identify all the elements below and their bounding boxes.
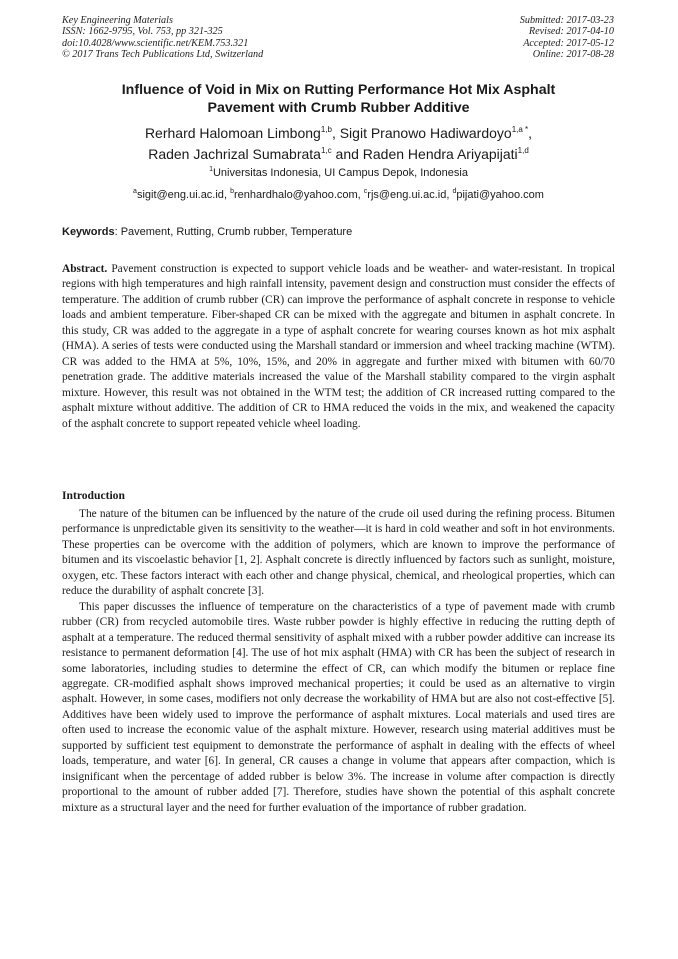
author-name: Raden Jachrizal Sumabrata	[148, 146, 321, 162]
section-heading-introduction: Introduction	[62, 489, 125, 502]
email-link[interactable]: sigit@eng.ui.ac.id	[136, 189, 224, 201]
date-online: Online: 2017-08-28	[532, 48, 614, 60]
author-separator: ,	[528, 125, 533, 141]
email-marker: d	[452, 188, 457, 195]
email-link[interactable]: rjs@eng.ui.ac.id	[367, 189, 447, 201]
journal-issn: ISSN: 1662-9795, Vol. 753, pp 321-325	[62, 26, 223, 38]
author-affil-marker: 1,b	[320, 125, 332, 134]
paragraph: This paper discusses the influence of temperature on the characteristics of a type of pavement made with crumb rubber (CR) from recycled automobile tires. Waste rubber powder is highly effective in reducing the rutting depth of asphalt at a temperature. The reduced thermal sensitivity of asphalt mixed with a rubber powder additive can increase its resistance to permanent deformation [4]. The use of hot mix asphalt (HMA) with CR has been the subject of research in some laboratories, including studies to determine the effect of CR, can which modify the bitumen or replace fine aggregate. CR-modified asphalt shows improved mechanical properties; it could be used as an alternative to virgin asphalt. However, in some cases, modifiers not only decrease the workability of HMA but are also not cost-effective [5]. Additives have been widely used to improve the performance of asphalt mixtures. Local materials and used tires are often used to increase the economic value of the asphalt mixture. However, research using material additives must be supported by sufficient test equipment to demonstrate the performance of asphalt in dealing with the effects of wheel loads, temperature, and water [6]. In general, CR causes a change in volume that appears after compaction, which is insignificant when the percentage of added rubber is below 3%. The increase in volume after compaction is directly proportional to the amount of rubber added [7]. Therefore, studies have shown the potential of this asphalt concrete mixture as a structural layer and the need for further evaluation of the importance of rubber gradation.	[62, 600, 615, 814]
author-line-2	[62, 144, 615, 165]
date-accepted: Accepted: 2017-05-12	[523, 37, 614, 49]
author-and: and	[335, 146, 359, 162]
date-submitted: Submitted: 2017-03-23	[519, 15, 614, 26]
author-separator: ,	[331, 125, 336, 141]
author-name: Rerhard Halomoan Limbong	[144, 125, 321, 141]
email-link[interactable]: renhardhalo@yahoo.com	[233, 189, 358, 201]
paper-title	[62, 81, 615, 117]
journal-info	[62, 15, 362, 60]
title-line-1: Influence of Void in Mix on Rutting Performance Hot Mix Asphalt	[121, 82, 556, 98]
email-marker: a	[133, 188, 137, 195]
author-name: Sigit Pranowo Hadiwardoyo	[339, 125, 512, 141]
journal-copyright: © 2017 Trans Tech Publications Ltd, Switzerland	[62, 48, 264, 60]
email-link[interactable]: pijati@yahoo.com	[456, 189, 544, 201]
keywords-label: Keywords	[62, 226, 115, 238]
affiliation-text: Universitas Indonesia, UI Campus Depok, Indonesia	[212, 167, 468, 179]
author-name: Raden Hendra Ariyapijati	[362, 146, 518, 162]
email-marker: c	[363, 188, 368, 195]
author-affil-marker: 1,d	[517, 146, 529, 155]
abstract-text: Pavement construction is expected to support vehicle loads and be weather- and water-resistant. In tropical regions with high temperatures and high rainfall intensity, pavement design and construction must consider the effects of temperature. The addition of crumb rubber (CR) can improve the performance of asphalt concrete in response to vehicle loads and ambient temperature. Fiber-shaped CR can be mixed with the aggregate and bitumen in asphalt concrete. In this study, CR was added to the aggregate in a type of asphalt concrete for wearing courses known as hot mix asphalt (HMA). A series of tests were conducted using the Marshall standard or immersion and wheel tracking machine (WTM). CR was added to the HMA at 5%, 10%, 15%, and 20% in aggregate and further mixed with bitumen with 60/70 penetration grade. The additive materials increased the value of the Marshall stability compared to the virgin asphalt mixture. However, this result was not obtained in the WTM test; the addition of CR increased rutting compared to the asphalt mixture without additive. The addition of CR to HMA reduced the voids in the mix, and weakened the capacity of the asphalt concrete to support repeated vehicle wheel loading.	[62, 263, 615, 430]
journal-doi: doi:10.4028/www.scientific.net/KEM.753.321	[62, 37, 249, 49]
affiliation	[62, 166, 615, 181]
email-marker: b	[230, 188, 234, 195]
title-line-2: Pavement with Crumb Rubber Additive	[207, 100, 470, 116]
introduction-body	[62, 507, 615, 816]
abstract	[62, 262, 615, 432]
author-affil-marker: 1,a *	[511, 125, 529, 134]
email-list: $^a$sigit@eng.ui.ac.id, $^b$renhardhalo@yahoo.com, $^c$rjs@eng.ui.ac.id, $^d$pijati@yahoo.com	[133, 188, 544, 201]
submission-dates	[394, 15, 614, 60]
date-revised: Revised: 2017-04-10	[528, 26, 614, 38]
keywords-text: : Pavement, Rutting, Crumb rubber, Temperature	[114, 226, 353, 238]
abstract-label: Abstract.	[62, 263, 108, 275]
affiliation-marker: 1	[209, 166, 213, 173]
journal-name: Key Engineering Materials	[62, 15, 173, 26]
author-list	[62, 123, 615, 165]
author-affil-marker: 1,c	[320, 146, 332, 155]
paragraph: The nature of the bitumen can be influenced by the nature of the crude oil used during the refining process. Bitumen performance is unpredictable given its sensitivity to the weather—it is hard in cold weather and soft in hot environments. These properties can be overcome with the addition of polymers, which are known to improve the performance of bitumen and its viscoelastic behavior [1, 2]. Asphalt concrete is directly influenced by factors such as sunlight, moisture, oxygen, etc. These factors interact with each other and change physical, chemical, and rheological properties, which can reduce the durability of asphalt concrete [3].	[62, 508, 615, 598]
author-line-1	[62, 123, 615, 144]
keywords	[62, 225, 615, 239]
